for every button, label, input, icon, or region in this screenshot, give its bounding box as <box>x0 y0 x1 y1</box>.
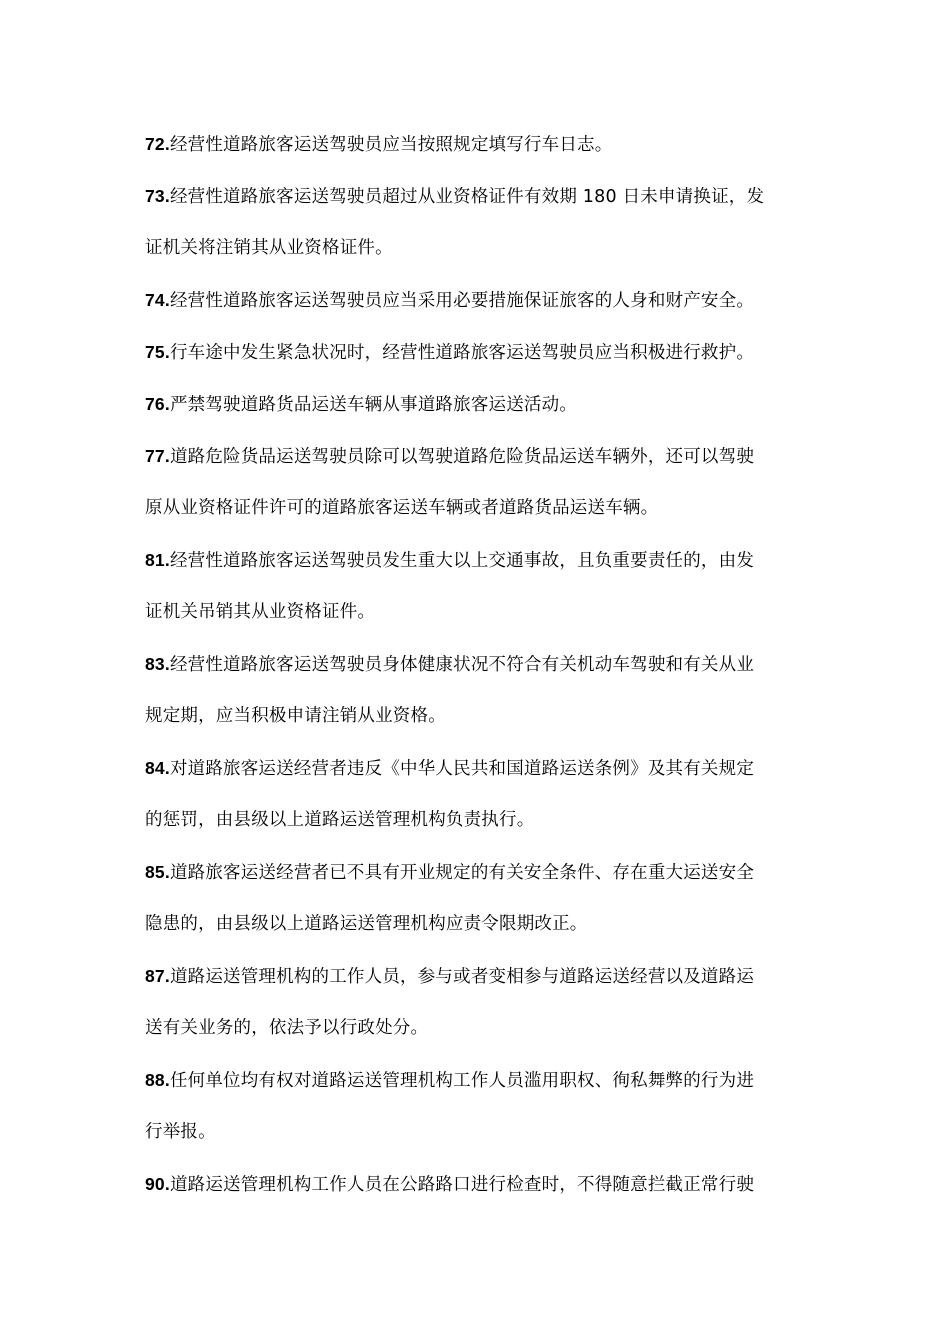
item-text: 任何单位均有权对道路运送管理机构工作人员滥用职权、徇私舞弊的行为进 <box>169 1071 755 1091</box>
item-text: 送有关业务的，依法予以行政处分。 <box>145 1018 429 1038</box>
item-number: 76. <box>145 394 170 414</box>
item-text: 经营性道路旅客运送驾驶员身体健康状况不符合有关机动车驾驶和有关从业 <box>169 655 755 675</box>
numbered-paragraph <box>145 1054 815 1158</box>
item-text: 原从业资格证件许可的道路旅客运送车辆或者道路货品运送车辆。 <box>145 498 659 518</box>
item-number: 88. <box>145 1070 170 1090</box>
item-number: 77. <box>145 446 170 466</box>
numbered-paragraph <box>145 118 815 170</box>
paragraph-line <box>145 170 815 222</box>
item-number: 75. <box>145 342 170 362</box>
item-number: 81. <box>145 550 170 570</box>
numbered-paragraph <box>145 1158 815 1210</box>
item-number: 74. <box>145 290 170 310</box>
paragraph-line <box>145 1054 815 1106</box>
item-text: 经营性道路旅客运送驾驶员应当采用必要措施保证旅客的人身和财产安全。 <box>169 291 755 311</box>
item-text: 行车途中发生紧急状况时，经营性道路旅客运送驾驶员应当积极进行救护。 <box>169 343 755 363</box>
item-number: 84. <box>145 758 170 778</box>
item-text: 证机关吊销其从业资格证件。 <box>145 602 376 622</box>
numbered-paragraph <box>145 326 815 378</box>
paragraph-line <box>145 118 815 170</box>
paragraph-line <box>145 898 815 950</box>
item-text: 经营性道路旅客运送驾驶员超过从业资格证件有效期 180 日未申请换证，发 <box>169 187 765 207</box>
numbered-paragraph <box>145 274 815 326</box>
item-number: 73. <box>145 186 170 206</box>
paragraph-line <box>145 1002 815 1054</box>
item-number: 85. <box>145 862 170 882</box>
paragraph-line <box>145 638 815 690</box>
item-number: 90. <box>145 1174 170 1194</box>
paragraph-line <box>145 326 815 378</box>
numbered-paragraph <box>145 170 815 274</box>
paragraph-line <box>145 274 815 326</box>
numbered-paragraph <box>145 430 815 534</box>
item-text: 规定期，应当积极申请注销从业资格。 <box>145 706 446 726</box>
paragraph-line <box>145 742 815 794</box>
item-text: 道路运送管理机构的工作人员，参与或者变相参与道路运送经营以及道路运 <box>169 967 755 987</box>
item-text: 对道路旅客运送经营者违反《中华人民共和国道路运送条例》及其有关规定 <box>169 759 755 779</box>
numbered-paragraph <box>145 742 815 846</box>
item-text: 经营性道路旅客运送驾驶员发生重大以上交通事故，且负重要责任的，由发 <box>169 551 755 571</box>
paragraph-line <box>145 534 815 586</box>
paragraph-line <box>145 222 815 274</box>
item-text: 的惩罚，由县级以上道路运送管理机构负责执行。 <box>145 810 535 830</box>
item-text: 道路运送管理机构工作人员在公路路口进行检查时，不得随意拦截正常行驶 <box>169 1175 755 1195</box>
numbered-paragraph <box>145 846 815 950</box>
item-text: 道路危险货品运送驾驶员除可以驾驶道路危险货品运送车辆外，还可以驾驶 <box>169 447 755 467</box>
item-number: 72. <box>145 134 170 154</box>
item-text: 严禁驾驶道路货品运送车辆从事道路旅客运送活动。 <box>169 395 578 415</box>
paragraph-line <box>145 378 815 430</box>
document-page <box>145 118 815 1210</box>
paragraph-line <box>145 586 815 638</box>
paragraph-line <box>145 794 815 846</box>
item-text: 经营性道路旅客运送驾驶员应当按照规定填写行车日志。 <box>169 135 613 155</box>
item-number: 83. <box>145 654 170 674</box>
paragraph-line <box>145 950 815 1002</box>
numbered-paragraph <box>145 534 815 638</box>
paragraph-line <box>145 482 815 534</box>
paragraph-line <box>145 1106 815 1158</box>
numbered-paragraph <box>145 950 815 1054</box>
item-text: 行举报。 <box>145 1122 216 1142</box>
item-number: 87. <box>145 966 170 986</box>
item-text: 隐患的，由县级以上道路运送管理机构应责令限期改正。 <box>145 914 588 934</box>
paragraph-line <box>145 430 815 482</box>
item-text: 证机关将注销其从业资格证件。 <box>145 238 393 258</box>
paragraph-line <box>145 846 815 898</box>
paragraph-line <box>145 1158 815 1210</box>
numbered-paragraph <box>145 638 815 742</box>
paragraph-line <box>145 690 815 742</box>
item-text: 道路旅客运送经营者已不具有开业规定的有关安全条件、存在重大运送安全 <box>169 863 755 883</box>
numbered-paragraph <box>145 378 815 430</box>
